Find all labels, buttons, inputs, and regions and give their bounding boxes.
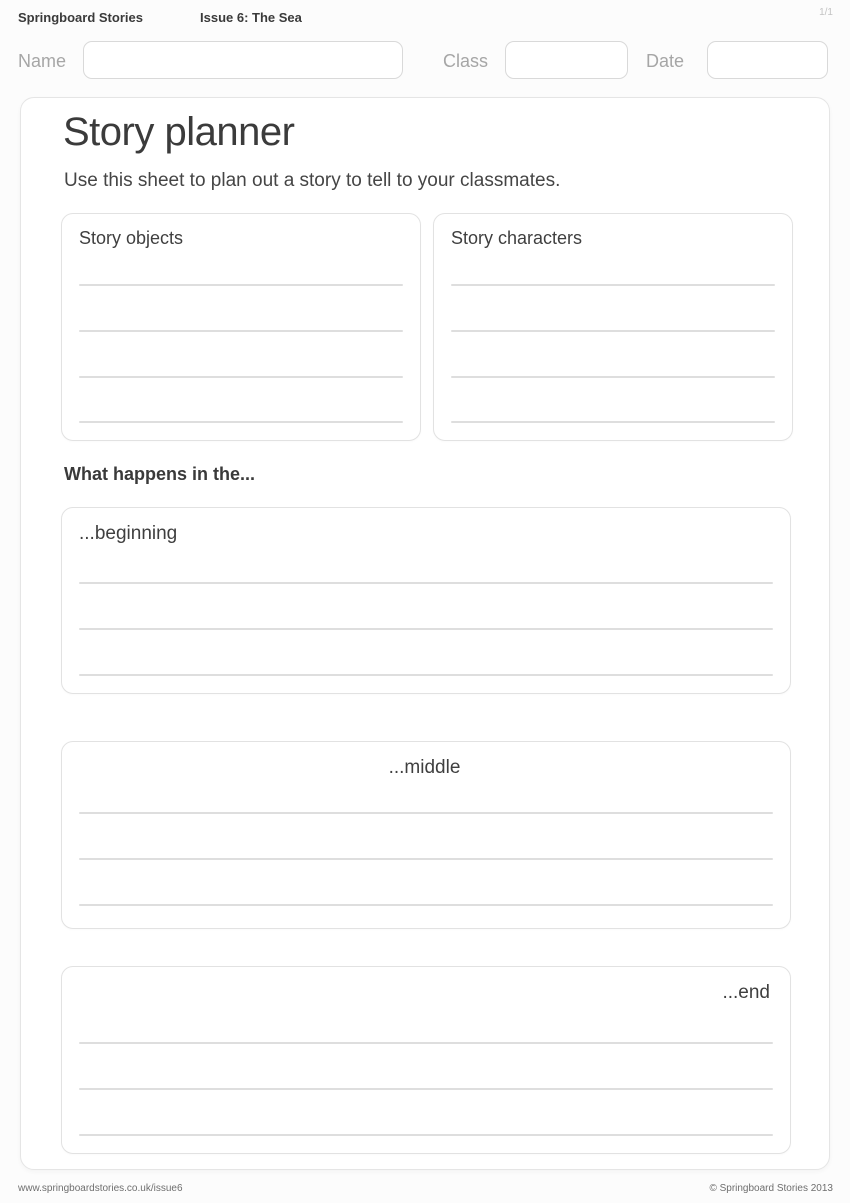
class-label: Class	[443, 51, 489, 71]
name-input[interactable]	[83, 41, 403, 79]
ruled-line	[79, 812, 773, 814]
page-indicator: 1/1	[819, 7, 833, 18]
story-objects-box[interactable]	[61, 213, 421, 441]
ruled-line	[79, 858, 773, 860]
worksheet-panel	[20, 97, 830, 1170]
ruled-line	[451, 330, 775, 332]
page-title: Story planner	[63, 110, 295, 154]
middle-label: ...middle	[388, 757, 461, 778]
end-box[interactable]	[61, 966, 791, 1154]
ruled-line	[79, 284, 403, 286]
ruled-line	[79, 628, 773, 630]
ruled-line	[451, 376, 775, 378]
section-heading: What happens in the...	[64, 464, 256, 484]
ruled-line	[79, 376, 403, 378]
date-label: Date	[646, 51, 685, 71]
brand-title: Springboard Stories	[18, 10, 143, 25]
issue-title: Issue 6: The Sea	[200, 10, 302, 25]
ruled-line	[79, 904, 773, 906]
beginning-label: ...beginning	[79, 523, 178, 544]
class-input[interactable]	[505, 41, 628, 79]
end-label: ...end	[722, 982, 770, 1003]
ruled-line	[451, 421, 775, 423]
ruled-line	[79, 674, 773, 676]
instructions-text: Use this sheet to plan out a story to tell to your classmates.	[64, 170, 561, 191]
ruled-line	[79, 582, 773, 584]
story-characters-label: Story characters	[451, 228, 583, 248]
footer-url: www.springboardstories.co.uk/issue6	[18, 1183, 183, 1194]
story-characters-box[interactable]	[433, 213, 793, 441]
beginning-box[interactable]	[61, 507, 791, 694]
story-objects-label: Story objects	[79, 228, 184, 248]
ruled-line	[79, 1042, 773, 1044]
middle-box[interactable]	[61, 741, 791, 929]
ruled-line	[79, 330, 403, 332]
ruled-line	[79, 1134, 773, 1136]
ruled-line	[79, 421, 403, 423]
date-input[interactable]	[707, 41, 828, 79]
ruled-line	[79, 1088, 773, 1090]
name-label: Name	[18, 51, 67, 71]
footer-copyright: © Springboard Stories 2013	[709, 1183, 833, 1194]
ruled-line	[451, 284, 775, 286]
